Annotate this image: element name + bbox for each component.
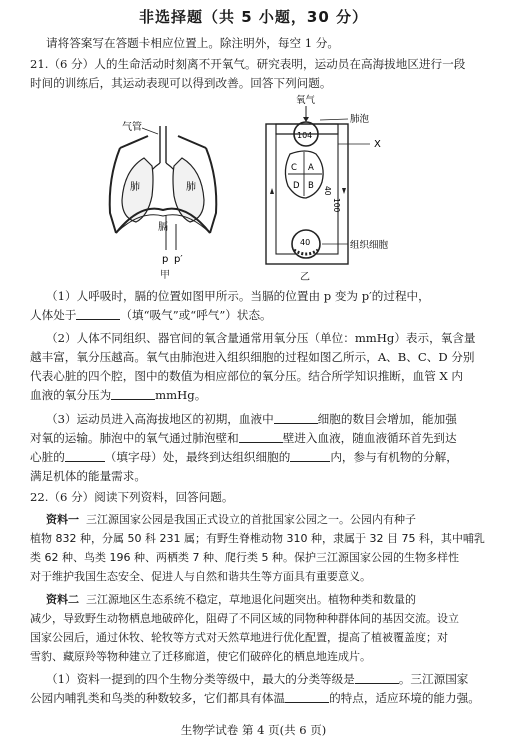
q22-material1-line3: 类 62 种、鸟类 196 种、两栖类 7 种、爬行类 5 种。保护三江源国家公园的生物多样性 <box>30 551 459 564</box>
q21-p2-text: 血液的氧分压为 <box>30 388 112 402</box>
q21-p2-text-post: mmHg。 <box>155 388 207 402</box>
label-alveoli: 肺泡 <box>350 114 370 125</box>
q21-p3-line2 <box>30 431 485 446</box>
figure-jia <box>100 118 230 268</box>
label-p-prime: p′ <box>174 254 183 265</box>
q21-p3-text-b: 对氧的运输。肺泡中的氧气通过肺泡壁和 <box>30 431 239 445</box>
instruction-text: 请将答案写在答题卡相应位置上。除注明外，每空 1 分。 <box>46 36 339 50</box>
label-lung-left: 肺 <box>130 182 140 193</box>
figure-yi <box>262 94 412 270</box>
section-title: 非选择题（共 5 小题，30 分） <box>139 8 368 26</box>
q22-stem: 22.（6 分）阅读下列资料，回答问题。 <box>30 490 234 504</box>
answer-blank-3[interactable] <box>274 412 318 424</box>
value-vessel-40: 40 <box>323 186 332 196</box>
q21-p3-text-c-mid: （填字母）处，最终到达组织细胞的 <box>104 450 291 464</box>
q22-p1-line2 <box>30 691 485 706</box>
q21-p3-text-a-post: 细胞的数目会增加，能加强 <box>317 412 457 426</box>
label-diaphragm: 膈 <box>158 222 168 233</box>
q21-p2-line2: 越丰富，氧分压越高。氧气由肺泡进入组织细胞的过程如图乙所示，A、B、C、D 分别 <box>30 350 475 364</box>
q22-p1-text-a: （1）资料一提到的四个生物分类等级中，最大的分类等级是 <box>46 672 355 686</box>
material2-text: 三江源地区生态系统不稳定，草地退化问题突出。植物种类和数量的 <box>86 593 416 606</box>
q22-material1-line1 <box>46 512 486 527</box>
q21-p3-line4: 满足机体的能量需求。 <box>30 469 146 483</box>
q21-p3-text-b-post: 壁进入血液，随血液循环首先到达 <box>282 431 457 445</box>
q22-p1-text-a-post: 。三江源国家 <box>398 672 469 686</box>
answer-blank-4[interactable] <box>239 431 283 443</box>
chamber-b: B <box>308 181 314 191</box>
q22-material2-line2: 减少，导致野生动物栖息地破碎化，阻碍了不同区域的同物种种群体间的基因交流。设立 <box>30 612 459 625</box>
q22-material1-line4: 对于维护我国生态安全、促进人与自然和谐共生等方面具有重要意义。 <box>30 570 371 583</box>
q21-p1-text: 人体处于 <box>30 308 77 322</box>
chamber-c: C <box>291 163 297 173</box>
q22-material2-line3: 国家公园后，通过休牧、轮牧等方式对天然草地进行优化配置，提高了植被覆盖度；对 <box>30 631 448 644</box>
q21-p3-text-a: （3）运动员进入高海拔地区的初期，血液中 <box>46 412 274 426</box>
label-p: p <box>162 254 169 265</box>
page-footer: 生物学试卷 第 4 页(共 6 页) <box>180 723 327 737</box>
q21-p1-line1: （1）人呼吸时，膈的位置如图甲所示。当膈的位置由 p 变为 p′的过程中， <box>46 289 430 303</box>
q21-p1-line2 <box>30 308 485 323</box>
q21-stem-line1: 21.（6 分）人的生命活动时刻离不开氧气。研究表明，运动员在高海拔地区进行一段 <box>30 57 466 71</box>
answer-blank-1[interactable] <box>76 308 120 320</box>
answer-blank-8[interactable] <box>285 691 329 703</box>
value-vessel-100: 100 <box>332 198 341 213</box>
q22-material2-line1 <box>46 592 486 607</box>
label-trachea: 气管 <box>122 122 142 133</box>
answer-blank-7[interactable] <box>355 672 399 684</box>
material1-text: 三江源国家公园是我国正式设立的首批国家公园之一。公园内有种子 <box>86 513 416 526</box>
q21-p2-line3: 代表心脏的四个腔，图中的数值为相应部位的氧分压。结合所学知识推断，血管 X 内 <box>30 369 464 383</box>
q21-p3-line3 <box>30 450 485 465</box>
q21-p3-text-c-post: 内，参与有机物的分解， <box>330 450 458 464</box>
q21-p2-line1: （2）人体不同组织、器官间的氧含量通常用氧分压（单位：mmHg）表示，氧含量 <box>46 331 476 345</box>
q22-material2-line4: 雪豹、藏原羚等物种建立了迁移廊道，使它们破碎化的栖息地连成片。 <box>30 650 371 663</box>
q22-material1-line2: 植物 832 种，分属 50 科 231 属；有野生脊椎动物 310 种，隶属于 32 目 75 科，其中哺乳 <box>30 532 485 545</box>
q22-p1-text-b: 公园内哺乳类和鸟类的种数较多，它们都具有体温 <box>30 691 286 705</box>
chamber-d: D <box>293 181 300 191</box>
answer-blank-2[interactable] <box>111 388 155 400</box>
answer-blank-5[interactable] <box>65 450 105 462</box>
q21-p1-text-post: （填“吸气”或“呼气”）状态。 <box>120 308 272 322</box>
chamber-a: A <box>308 163 314 173</box>
label-tissue-cells: 组织细胞 <box>350 240 389 251</box>
material2-label: 资料二 <box>46 593 79 606</box>
q21-p3-line1 <box>46 412 486 427</box>
q22-p1-line1 <box>46 672 486 687</box>
q21-stem-line2: 时间的训练后，其运动表现可以得到改善。回答下列问题。 <box>30 76 332 90</box>
value-alveolus-104: 104 <box>297 131 313 140</box>
q22-p1-text-b-post: 的特点，适应环境的能力强。 <box>329 691 480 705</box>
label-oxygen: 氧气 <box>296 95 316 106</box>
q21-p3-text-c: 心脏的 <box>30 450 65 464</box>
material1-label: 资料一 <box>46 513 79 526</box>
caption-jia: 甲 <box>160 270 170 281</box>
q21-p2-line4 <box>30 388 485 403</box>
value-tissue-40: 40 <box>300 238 311 247</box>
answer-blank-6[interactable] <box>290 450 330 462</box>
caption-yi: 乙 <box>300 272 310 283</box>
label-lung-right: 肺 <box>186 182 196 193</box>
label-x: X <box>374 139 381 150</box>
